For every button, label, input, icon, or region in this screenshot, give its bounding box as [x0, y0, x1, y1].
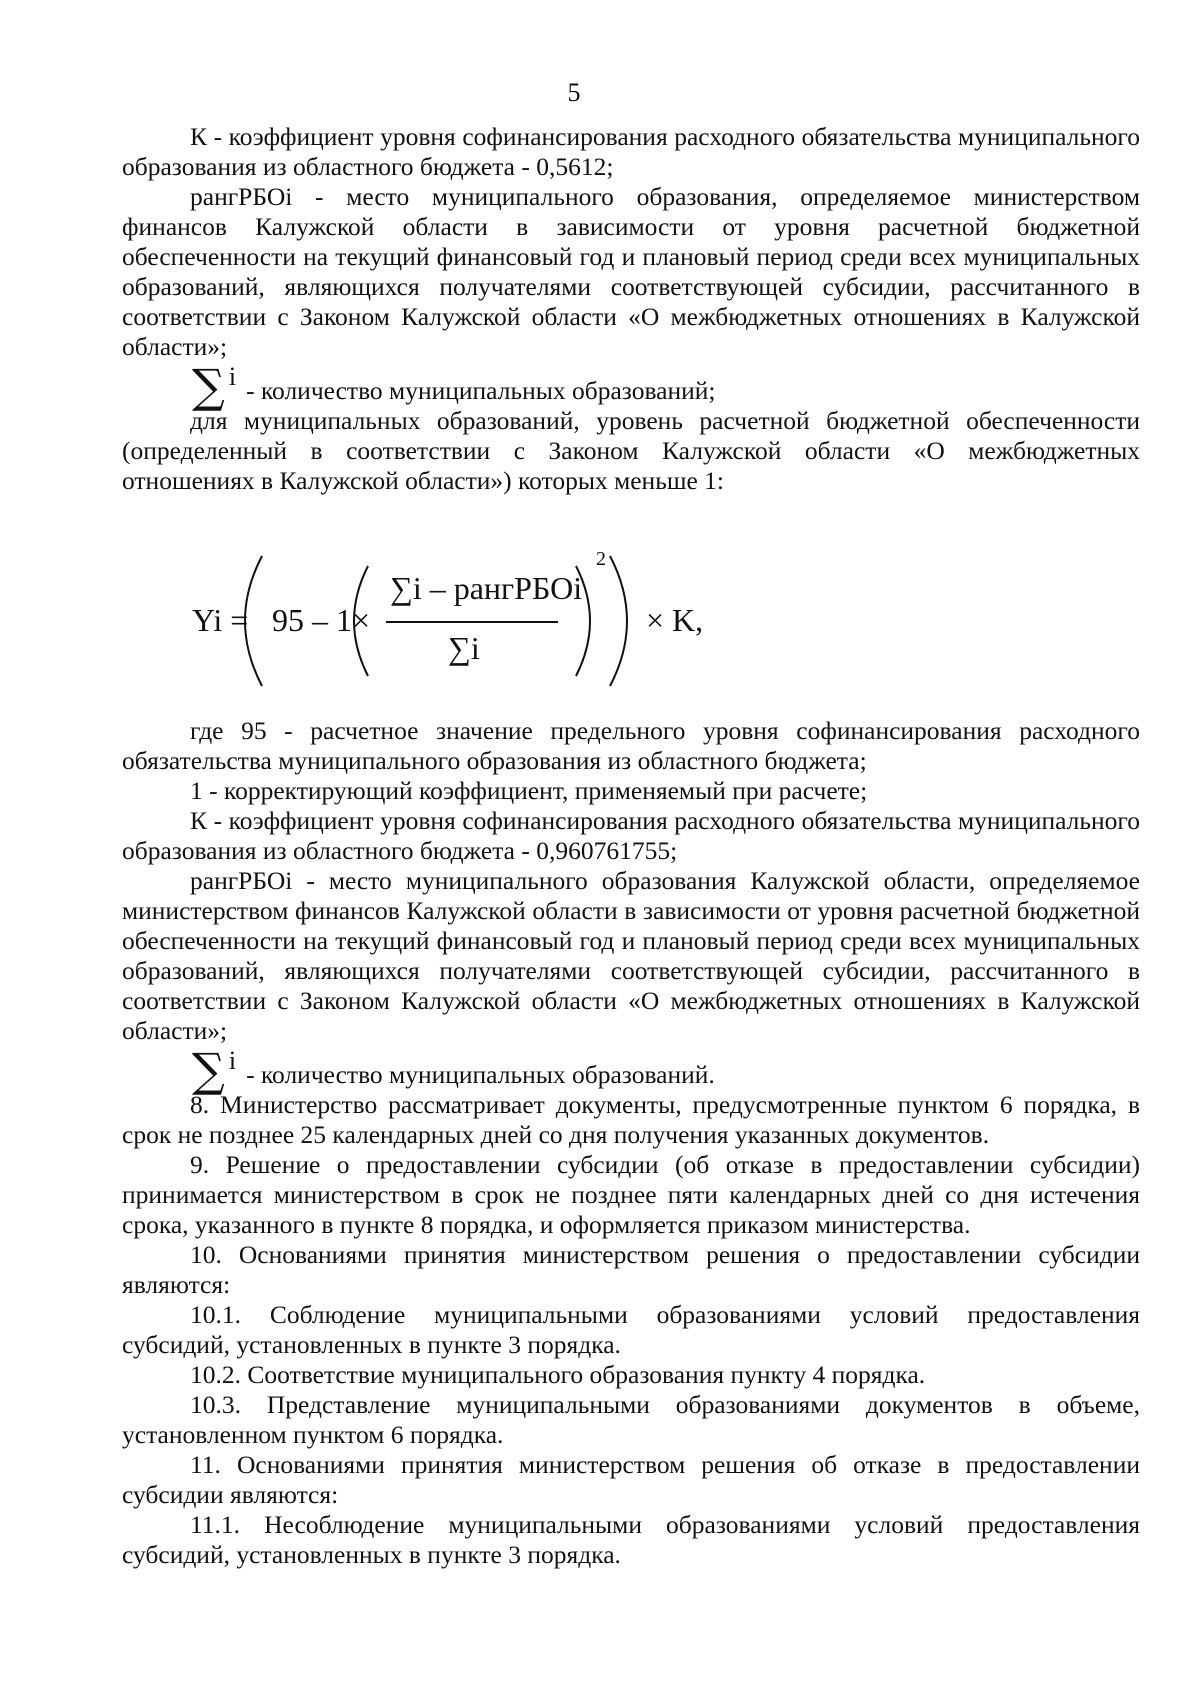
definitions-block-1 — [122, 122, 1140, 496]
sum-definition-line-2: ∑ i - количество муниципальных образований. — [192, 1043, 715, 1097]
paragraph-where-95: где 95 - расчетное значение предельного уровня софинансирования расходного обязательства муниципального образования из областного бюджета; — [122, 716, 1140, 775]
sigma-symbol: ∑ — [192, 1043, 225, 1097]
formula — [190, 548, 750, 690]
sum-definition-text: - количество муниципальных образований. — [246, 1060, 715, 1089]
paragraph-item-11-1: 11.1. Несоблюдение муниципальными образованиями условий предоставления субсидий, установленных в пункте 3 порядка. — [122, 1510, 1140, 1569]
paragraph-condition: для муниципальных образований, уровень расчетной бюджетной обеспеченности (определенный в соответствии с Законом Калужской области «О межбюджетных отношениях в Калужской области») которых меньше 1: — [122, 406, 1140, 495]
paragraph-item-10-2: 10.2. Соответствие муниципального образования пункту 4 порядка. — [190, 1360, 926, 1389]
paragraph-item-10-3: 10.3. Представление муниципальными образованиями документов в объеме, установленном пунктом 6 порядка. — [122, 1390, 1140, 1449]
sum-definition-line-1: ∑ i - количество муниципальных образований; — [192, 359, 716, 413]
paragraph-item-10-1: 10.1. Соблюдение муниципальными образованиями условий предоставления субсидий, установленных в пункте 3 порядка. — [122, 1300, 1140, 1359]
formula-constant: 95 – 1× — [272, 602, 371, 638]
formula-numerator: ∑i – рангРБОi — [390, 570, 583, 606]
formula-lhs: Yi = — [192, 602, 249, 638]
paragraph-coefficient-k-2: К - коэффициент уровня софинансирования расходного обязательства муниципального образования из областного бюджета - 0,960761755; — [122, 806, 1140, 865]
formula-denominator: ∑i — [448, 630, 480, 666]
paragraph-rank-definition-2: рангРБОi - место муниципального образования Калужской области, определяемое министерством финансов Калужской области в зависимости от уровня расчетной бюджетной обеспеченности на текущий финансовый год и плановый период среди всех муниципальных образований, являющихся получателями соответствующей субсидии, рассчитанного в соответствии с Законом Калужской области «О межбюджетных отношениях в Калужской области»; — [122, 866, 1140, 1045]
paragraph-correction-factor: 1 - корректирующий коэффициент, применяемый при расчете; — [190, 776, 868, 805]
formula-exponent: 2 — [596, 548, 606, 570]
page-number: 5 — [567, 78, 581, 107]
definitions-block-2 — [122, 716, 1140, 1570]
paragraph-item-11: 11. Основаниями принятия министерством решения об отказе в предоставлении субсидии являются: — [122, 1450, 1140, 1509]
sigma-symbol: ∑ — [192, 359, 225, 413]
paragraph-coefficient-k: К - коэффициент уровня софинансирования расходного обязательства муниципального образования из областного бюджета - 0,5612; — [122, 122, 1140, 181]
formula-tail: × K, — [646, 602, 704, 638]
paragraph-item-9: 9. Решение о предоставлении субсидии (об отказе в предоставлении субсидии) принимается министерством в срок не позднее пяти календарных дней со дня истечения срока, указанного в пункте 8 порядка, и оформляется приказом министерства. — [122, 1150, 1140, 1239]
paragraph-item-10: 10. Основаниями принятия министерством решения о предоставлении субсидии являются: — [122, 1240, 1140, 1299]
paragraph-rank-definition: рангРБОi - место муниципального образования, определяемое министерством финансов Калужской области в зависимости от уровня расчетной бюджетной обеспеченности на текущий финансовый год и плановый период среди всех муниципальных образований, являющихся получателями соответствующей субсидии, рассчитанного в соответствии с Законом Калужской области «О межбюджетных отношениях в Калужской области»; — [122, 182, 1140, 361]
sum-definition-text: - количество муниципальных образований; — [246, 376, 716, 405]
paragraph-item-8: 8. Министерство рассматривает документы, предусмотренные пунктом 6 порядка, в срок не позднее 25 календарных дней со дня получения указанных документов. — [122, 1090, 1140, 1149]
